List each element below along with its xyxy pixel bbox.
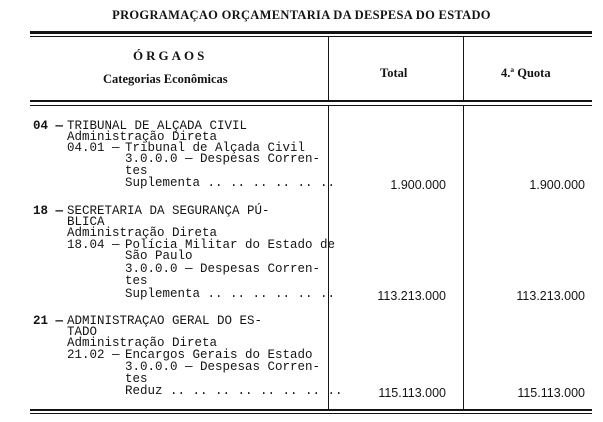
category-line: 3.0.0.0 — Despesas Corren- bbox=[125, 262, 321, 276]
category-line: 3.0.0.0 — Despesas Corren- bbox=[125, 152, 321, 166]
header-bottom-rule-thin bbox=[30, 105, 592, 106]
unit-name: Polícia Militar do Estado de bbox=[125, 238, 336, 252]
unit-code: 18.04 — bbox=[67, 238, 120, 252]
column-divider-1-body bbox=[328, 106, 329, 409]
unit-code: 04.01 — bbox=[67, 141, 120, 155]
section-code: 18 — bbox=[33, 204, 64, 218]
table-bottom-rule bbox=[30, 409, 592, 411]
category-line-cont: tes bbox=[125, 274, 148, 288]
section-name: TRIBUNAL DE ALÇADA CIVIL bbox=[67, 119, 248, 133]
operation-line: Suplementa .. .. .. .. .. .. bbox=[125, 176, 336, 190]
admin-label: Administração Direta bbox=[67, 226, 218, 240]
unit-name: Tribunal de Alçada Civil bbox=[125, 141, 306, 155]
category-line-cont: tes bbox=[125, 164, 148, 178]
admin-label: Administração Direta bbox=[67, 130, 218, 144]
section-name: SECRETARIA DA SEGURANÇA PÚ- bbox=[67, 204, 270, 218]
section-code: 21 — bbox=[33, 314, 64, 328]
column-divider-2-body bbox=[463, 106, 464, 409]
section-name-cont: BLICA bbox=[67, 215, 105, 229]
header-categorias: Categorias Econômicas bbox=[103, 72, 228, 86]
header-total: Total bbox=[380, 66, 408, 80]
header-quota: 4.ª Quota bbox=[501, 66, 551, 80]
unit-name-cont: São Paulo bbox=[125, 249, 193, 263]
operation-line: Reduz .. .. .. .. .. .. .. .. bbox=[125, 384, 343, 398]
column-divider-2 bbox=[463, 37, 464, 100]
operation-line: Suplementa .. .. .. .. .. .. bbox=[125, 287, 336, 301]
admin-label: Administração Direta bbox=[67, 336, 218, 350]
quota-value: 115.113.000 bbox=[517, 386, 585, 400]
quota-value: 113.213.000 bbox=[516, 289, 585, 303]
total-value: 113.213.000 bbox=[377, 289, 446, 303]
section-name-cont: TADO bbox=[67, 325, 98, 339]
column-divider-1 bbox=[328, 37, 329, 100]
section-name: ADMINISTRAÇAO GERAL DO ES- bbox=[67, 314, 263, 328]
header-bottom-rule bbox=[30, 100, 592, 102]
quota-value: 1.900.000 bbox=[529, 178, 585, 192]
unit-code: 21.02 — bbox=[67, 348, 120, 362]
section-code: 04 — bbox=[33, 119, 64, 133]
table-bottom-rule-thin bbox=[30, 413, 592, 414]
total-value: 115.113.000 bbox=[378, 386, 446, 400]
table-top-rule bbox=[30, 31, 592, 34]
header-orgaos: ÓRGAOS bbox=[133, 48, 208, 63]
category-line-cont: tes bbox=[125, 372, 148, 386]
page-title: PROGRAMAÇAO ORÇAMENTARIA DA DESPESA DO ESTADO bbox=[112, 8, 491, 22]
total-value: 1.900.000 bbox=[390, 178, 446, 192]
table-top-rule-thin bbox=[30, 36, 592, 37]
category-line: 3.0.0.0 — Despesas Corren- bbox=[125, 360, 321, 374]
unit-name: Encargos Gerais do Estado bbox=[125, 348, 313, 362]
